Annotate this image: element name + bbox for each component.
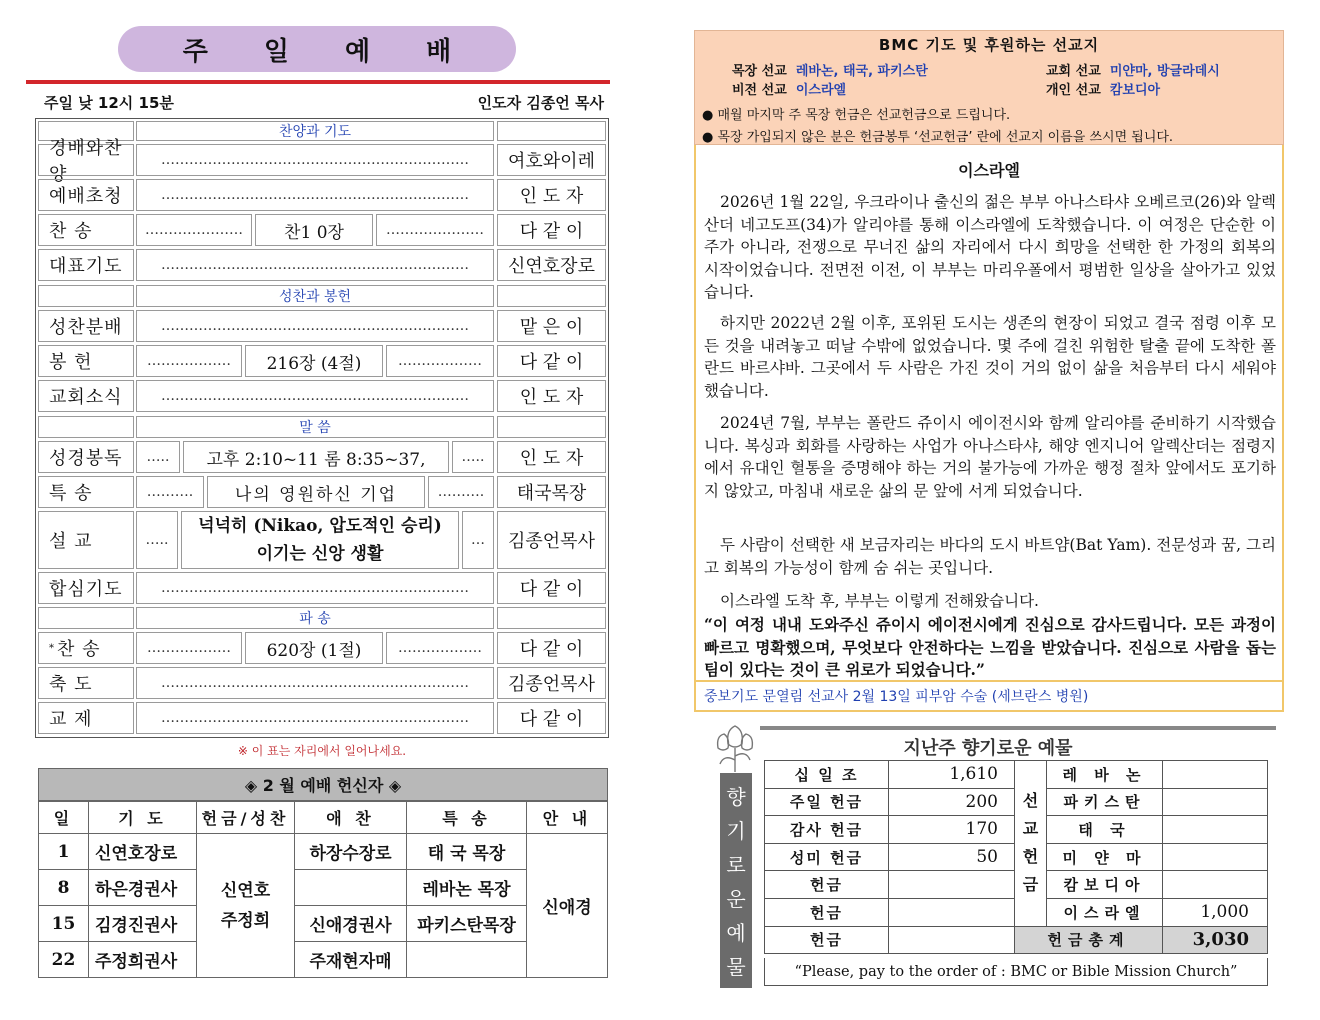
mission-label: 교회 선교 xyxy=(1046,64,1101,79)
mission-amount xyxy=(1163,816,1268,844)
duty-song xyxy=(407,942,527,978)
order-label: 봉 헌 xyxy=(38,345,134,377)
section-header-praise: 찬양과 기도 xyxy=(136,121,494,141)
offering-type: 헌금 xyxy=(765,926,889,954)
mission-note: ● 매월 마지막 주 목장 헌금은 선교헌금으로 드립니다. xyxy=(702,108,1011,123)
service-time: 주일 낮 12시 15분 xyxy=(44,94,174,112)
offering-total-row xyxy=(765,926,1268,954)
offering-type: 감사 헌금 xyxy=(765,816,889,844)
order-person: 다 같 이 xyxy=(497,572,606,604)
side-char: 향 xyxy=(726,785,746,810)
mission-value: 이스라엘 xyxy=(795,83,847,98)
duty-offering-line2: 주정희 xyxy=(220,910,271,931)
order-label: 찬 송 xyxy=(38,214,134,246)
offering-amount: 50 xyxy=(889,843,1015,871)
duty-meal: 주재현자매 xyxy=(295,942,407,978)
mission-note: ● 목장 가입되지 않은 분은 헌금봉투 ‘선교헌금’ 란에 선교지 이름을 쓰시면 됩니다. xyxy=(702,130,1174,145)
duty-meal xyxy=(295,870,407,906)
story-paragraph: 이스라엘 도착 후, 부부는 이렇게 전해왔습니다. xyxy=(720,592,1039,610)
order-label: 경배와찬양 xyxy=(38,144,134,176)
duty-song: 파키스탄목장 xyxy=(407,906,527,942)
order-person: 다 같 이 xyxy=(497,632,606,664)
duty-table-title: ◈ 2 월 예배 헌신자 ◈ xyxy=(38,768,608,801)
mission-country: 미 얀 마 xyxy=(1047,843,1163,871)
offering-type: 십 일 조 xyxy=(765,761,889,789)
mission-cell-group xyxy=(732,60,928,79)
order-label: 성찬분배 xyxy=(38,310,134,342)
offering-table xyxy=(764,760,1268,954)
order-label xyxy=(38,632,134,664)
order-dots: ……………… xyxy=(136,345,242,377)
order-person: 다 같 이 xyxy=(497,214,606,246)
offering-type: 주일 헌금 xyxy=(765,788,889,816)
duty-prayer: 김경진권사 xyxy=(89,906,197,942)
hymn-number: 620장 (1절) xyxy=(245,632,383,664)
mission-label: 목장 선교 xyxy=(732,64,787,79)
duty-col-day: 일 xyxy=(39,802,89,834)
order-dots: ……………… xyxy=(386,632,494,664)
duty-col-prayer: 기 도 xyxy=(89,802,197,834)
order-person: 인 도 자 xyxy=(497,380,606,412)
offering-divider xyxy=(760,726,1276,730)
duty-offering xyxy=(197,834,295,978)
stand-note: ※ 이 표는 자리에서 일어나세요. xyxy=(237,744,407,758)
side-char: 교 xyxy=(1022,819,1039,839)
order-label: 교 제 xyxy=(38,702,134,734)
mission-note-text: 목장 가입되지 않은 분은 헌금봉투 ‘선교헌금’ 란에 선교지 이름을 쓰시면 됩니다. xyxy=(717,130,1174,145)
order-label: 대표기도 xyxy=(38,249,134,281)
mission-country: 파키스탄 xyxy=(1047,788,1163,816)
duty-offering-line1: 신연호 xyxy=(220,880,271,901)
sermon-title-line2: 이기는 신앙 생활 xyxy=(256,544,384,564)
duty-meal: 신애경권사 xyxy=(295,906,407,942)
page-title: 주일예배 xyxy=(118,26,516,72)
side-char: 운 xyxy=(726,886,746,911)
prayer-request: 중보기도 문열림 선교사 2월 13일 피부암 수술 (세브란스 병원) xyxy=(694,680,1284,712)
mission-offering-label xyxy=(1015,761,1047,927)
mission-title: BMC 기도 및 후원하는 선교지 xyxy=(878,36,1100,54)
side-char: 물 xyxy=(726,954,746,979)
mission-country: 이스라엘 xyxy=(1047,898,1163,926)
duty-prayer: 주정희권사 xyxy=(89,942,197,978)
section-spacer xyxy=(38,607,134,629)
offering-type: 헌금 xyxy=(765,871,889,899)
story-title: 이스라엘 xyxy=(958,161,1020,180)
mission-value: 레바논, 태국, 파키스탄 xyxy=(795,64,928,79)
order-person: 다 같 이 xyxy=(497,702,606,734)
section-spacer xyxy=(497,607,606,629)
story-paragraph: 2024년 7월, 부부는 폴란드 쥬이시 에이전시와 함께 알리야를 준비하기 시작했습니다. 복싱과 회화를 사랑하는 사업가 아나스타샤, 해양 엔지니어 알렉산더는 점령지에서 유대인 혈통을 증명해야 하는 거의 불가능에 가까운 행정 절차 앞에서도 포기하지 않았고, 마침내 새로운 삶의 문 앞에 서게 되었습니다. xyxy=(704,414,1276,500)
mission-label: 개인 선교 xyxy=(1046,83,1101,98)
order-dots: ………………………………………………………… xyxy=(136,179,494,211)
order-dots: … xyxy=(462,511,494,569)
section-spacer xyxy=(38,416,134,438)
title-divider xyxy=(26,80,610,84)
side-char: 금 xyxy=(1022,875,1039,895)
total-value: 3,030 xyxy=(1163,926,1268,954)
duty-row xyxy=(39,942,608,978)
duty-col-offering: 헌금/성찬 xyxy=(197,802,295,834)
service-info xyxy=(44,92,604,114)
order-dots: ………………… xyxy=(376,214,494,246)
order-dots: ……………… xyxy=(386,345,494,377)
order-dots: ………………………………………………………… xyxy=(136,702,494,734)
duty-row xyxy=(39,834,608,870)
order-person: 태국목장 xyxy=(497,476,606,508)
mission-value: 미얀마, 방글라데시 xyxy=(1109,64,1220,79)
offering-amount xyxy=(889,871,1015,899)
offering-amount xyxy=(889,898,1015,926)
side-char: 헌 xyxy=(1022,847,1039,867)
mission-church xyxy=(1046,60,1220,79)
offering-title: 지난주 향기로운 예물 xyxy=(903,738,1073,759)
order-label: 예배초청 xyxy=(38,179,134,211)
mission-amount xyxy=(1163,843,1268,871)
mission-amount: 1,000 xyxy=(1163,898,1268,926)
mission-label: 비전 선교 xyxy=(732,83,787,98)
order-dots: ….. xyxy=(136,441,180,473)
section-spacer xyxy=(38,285,134,307)
section-spacer xyxy=(497,285,606,307)
order-person: 김종언목사 xyxy=(497,511,606,569)
offering-amount: 200 xyxy=(889,788,1015,816)
order-person: 다 같 이 xyxy=(497,345,606,377)
order-label-text: 찬 송 xyxy=(57,639,101,660)
order-person: 김종언목사 xyxy=(497,667,606,699)
order-dots: ……………… xyxy=(136,632,242,664)
side-char: 기 xyxy=(726,819,746,844)
duty-prayer: 하은경권사 xyxy=(89,870,197,906)
section-header-communion: 성찬과 봉헌 xyxy=(136,285,494,307)
order-dots: ………………………………………………………… xyxy=(136,667,494,699)
sermon-title xyxy=(181,511,459,569)
duty-row xyxy=(39,906,608,942)
hymn-number: 216장 (4절) xyxy=(245,345,383,377)
order-label: 축 도 xyxy=(38,667,134,699)
side-char: 예 xyxy=(726,920,746,945)
duty-song: 태 국 목장 xyxy=(407,834,527,870)
hymn-number: 찬1 0장 xyxy=(255,214,373,246)
side-char: 로 xyxy=(726,853,746,878)
order-person: 여호와이레 xyxy=(497,144,606,176)
mission-country: 레 바 논 xyxy=(1047,761,1163,789)
mission-amount xyxy=(1163,761,1268,789)
offering-type: 헌금 xyxy=(765,898,889,926)
payment-note: “Please, pay to the order of : BMC or Bible Mission Church” xyxy=(764,958,1268,986)
order-person: 인 도 자 xyxy=(497,179,606,211)
mission-personal xyxy=(1046,79,1160,98)
order-person: 맡 은 이 xyxy=(497,310,606,342)
service-leader: 인도자 김종언 목사 xyxy=(477,94,604,112)
order-dots: ………. xyxy=(428,476,494,508)
story-paragraph: 두 사람이 선택한 새 보금자리는 바다의 도시 바트얌(Bat Yam). 전문성과 꿈, 그리고 회복의 가능성이 함께 숨 쉬는 곳입니다. xyxy=(704,536,1276,577)
order-dots: ………………………………………………………… xyxy=(136,249,494,281)
order-label: 설 교 xyxy=(38,511,134,569)
duty-usher: 신애경 xyxy=(527,834,608,978)
order-dots: ………………………………………………………… xyxy=(136,572,494,604)
offering-type: 성미 헌금 xyxy=(765,843,889,871)
order-dots: ….. xyxy=(452,441,494,473)
order-dots: ….. xyxy=(136,511,178,569)
duty-col-meal: 애 찬 xyxy=(295,802,407,834)
story-paragraph: 하지만 2022년 2월 이후, 포위된 도시는 생존의 현장이 되었고 결국 점령 이후 모든 것을 내려놓고 떠날 수밖에 없었습니다. 몇 주에 걸친 위험한 탈출 끝에 도착한 폴란드 바르샤바. 그곳에서 두 사람은 가진 것이 거의 없이 삶을 처음부터 다시 세워야 했습니다. xyxy=(704,314,1276,400)
mission-amount xyxy=(1163,788,1268,816)
special-song-title: 나의 영원하신 기업 xyxy=(207,476,425,508)
section-spacer xyxy=(497,416,606,438)
duty-song: 레바논 목장 xyxy=(407,870,527,906)
order-label: 특 송 xyxy=(38,476,134,508)
order-dots: ………. xyxy=(136,476,204,508)
offering-amount: 170 xyxy=(889,816,1015,844)
duty-day: 8 xyxy=(39,870,89,906)
order-dots: ………………… xyxy=(136,214,252,246)
section-header-word: 말 씀 xyxy=(136,416,494,438)
duty-day: 1 xyxy=(39,834,89,870)
duty-row xyxy=(39,870,608,906)
side-char: 선 xyxy=(1022,791,1039,811)
scripture-reference: 고후 2:10~11 롬 8:35~37, xyxy=(183,441,449,473)
mission-note-text: 매월 마지막 주 목장 헌금은 선교헌금으로 드립니다. xyxy=(717,108,1011,123)
section-header-sending: 파 송 xyxy=(136,607,494,629)
duty-prayer: 신연호장로 xyxy=(89,834,197,870)
offering-row xyxy=(765,761,1268,789)
stand-mark: * xyxy=(49,642,55,654)
duty-header-row xyxy=(39,802,608,834)
total-label: 헌금총계 xyxy=(1015,926,1163,954)
duty-meal: 하장수장로 xyxy=(295,834,407,870)
sermon-title-line1: 넉넉히 (Nikao, 압도적인 승리) xyxy=(198,516,442,536)
offering-amount xyxy=(889,926,1015,954)
mission-country: 태 국 xyxy=(1047,816,1163,844)
duty-col-song: 특 송 xyxy=(407,802,527,834)
order-dots: ………………………………………………………… xyxy=(136,310,494,342)
order-dots: ………………………………………………………… xyxy=(136,144,494,176)
order-dots: ………………………………………………………… xyxy=(136,380,494,412)
order-person: 인 도 자 xyxy=(497,441,606,473)
offering-side-label xyxy=(720,773,752,988)
order-label: 합심기도 xyxy=(38,572,134,604)
mission-vision xyxy=(732,79,846,98)
duty-table xyxy=(38,801,608,978)
tulip-icon xyxy=(712,722,758,774)
section-spacer xyxy=(497,121,606,141)
story-paragraph: 2026년 1월 22일, 우크라이나 출신의 젊은 부부 아나스타샤 오베르코(26)와 알렉산더 네고도프(34)가 알리야를 통해 이스라엘에 도착했습니다. 이 여정은 단순한 이주가 아니라, 전쟁으로 무너진 삶의 자리에서 다시 희망을 선택한 한 가정의 회복의 시작이었습니다. 전면전 이전, 이 부부는 마리우폴에서 평범한 일상을 살아가고 있었습니다. xyxy=(704,193,1276,301)
mission-country: 캄보디아 xyxy=(1047,871,1163,899)
duty-day: 22 xyxy=(39,942,89,978)
story-quote: “이 여정 내내 도와주신 쥬이시 에이전시에게 진심으로 감사드립니다. 모든 과정이 빠르고 명확했으며, 무엇보다 안전하다는 느낌을 받았습니다. 진심으로 사람을 돕는 팀이 있다는 것이 큰 위로가 되었습니다.” xyxy=(704,615,1276,679)
order-label: 성경봉독 xyxy=(38,441,134,473)
order-person: 신연호장로 xyxy=(497,249,606,281)
mission-amount xyxy=(1163,871,1268,899)
duty-day: 15 xyxy=(39,906,89,942)
order-label: 교회소식 xyxy=(38,380,134,412)
mission-value: 캄보디아 xyxy=(1109,83,1161,98)
duty-col-usher: 안 내 xyxy=(527,802,608,834)
offering-amount: 1,610 xyxy=(889,761,1015,789)
